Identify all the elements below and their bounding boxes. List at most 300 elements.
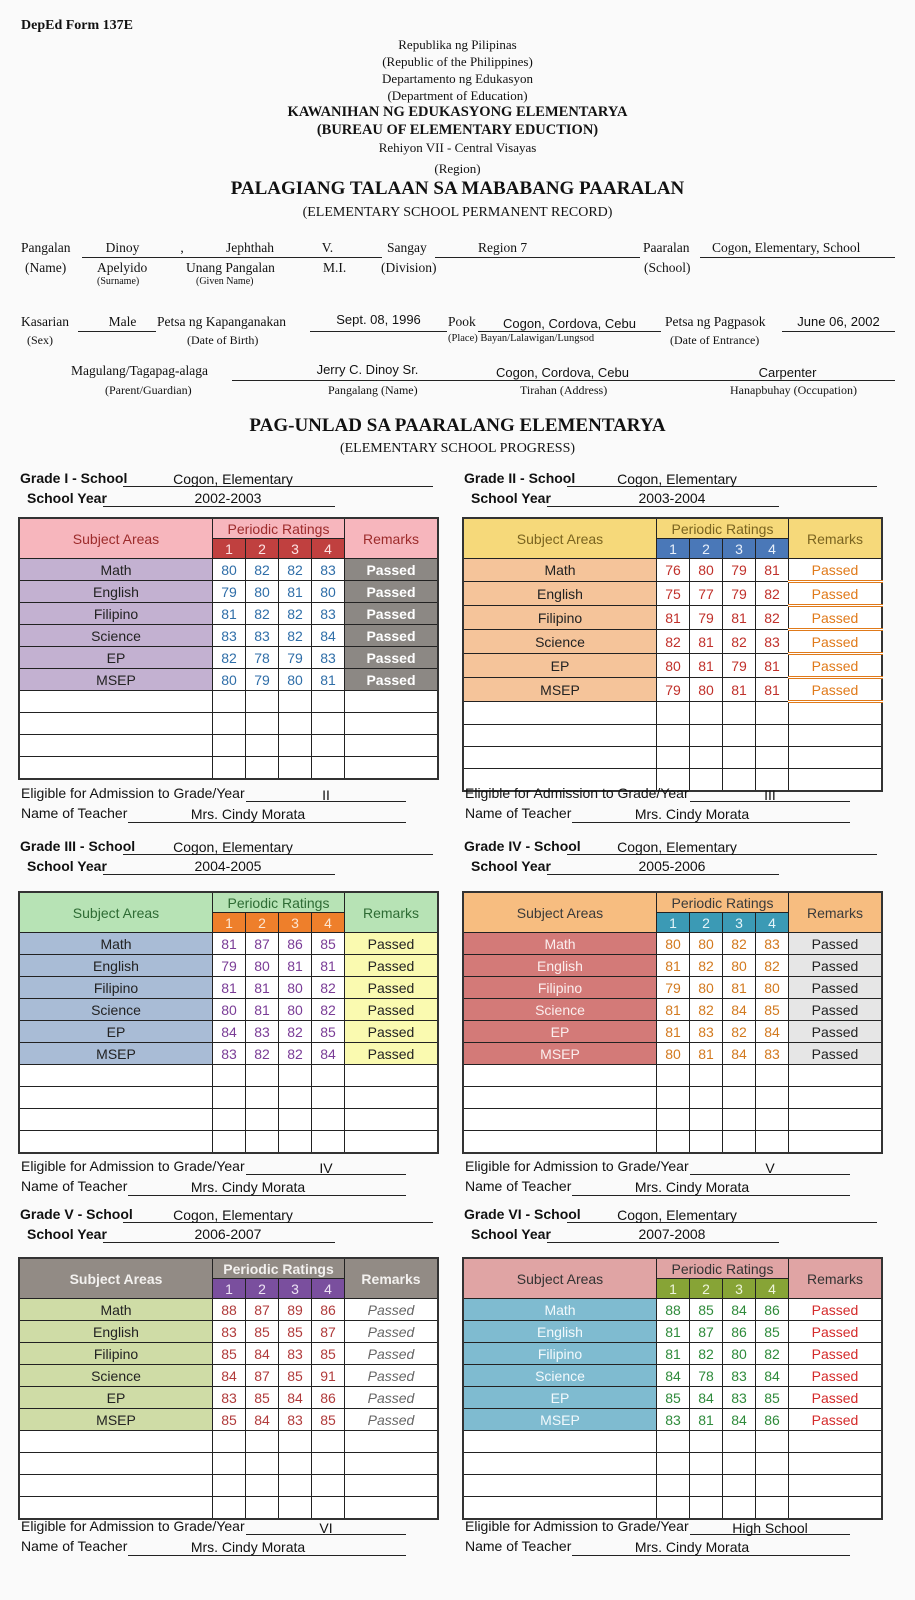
rating-cell: 87 bbox=[312, 1321, 345, 1343]
empty-cell bbox=[690, 1453, 723, 1475]
grades-table bbox=[18, 517, 439, 780]
empty-cell bbox=[657, 725, 690, 747]
empty-cell bbox=[463, 1453, 657, 1475]
periodic-ratings-header: Periodic Ratings bbox=[213, 1258, 345, 1279]
table-row bbox=[463, 1387, 882, 1409]
empty-cell bbox=[756, 1431, 789, 1453]
table-row bbox=[19, 955, 438, 977]
school-year-value: 2002-2003 bbox=[194, 490, 262, 506]
empty-cell bbox=[345, 1087, 439, 1109]
rating-cell: 78 bbox=[246, 647, 279, 669]
header-bureau: KAWANIHAN NG EDUKASYONG ELEMENTARYA bbox=[287, 104, 628, 120]
rating-cell: 81 bbox=[756, 654, 789, 678]
rating-cell: 80 bbox=[279, 999, 312, 1021]
empty-cell bbox=[690, 1131, 723, 1154]
empty-cell bbox=[657, 1431, 690, 1453]
rating-cell: 82 bbox=[756, 582, 789, 606]
subject-cell: Math bbox=[463, 559, 657, 582]
quarter-header-1: 1 bbox=[213, 913, 246, 933]
remark-cell: Passed bbox=[345, 1321, 439, 1343]
subject-areas-header: Subject Areas bbox=[19, 518, 213, 559]
empty-cell bbox=[246, 1497, 279, 1520]
surname-value: Dinoy bbox=[105, 240, 140, 255]
quarter-header-2: 2 bbox=[246, 539, 279, 559]
remark-cell: Passed bbox=[345, 1343, 439, 1365]
subject-cell: MSEP bbox=[463, 678, 657, 702]
rating-cell: 89 bbox=[279, 1299, 312, 1321]
table-row bbox=[463, 559, 882, 582]
school-year-label: School Year bbox=[27, 1226, 107, 1242]
empty-cell bbox=[756, 1497, 789, 1520]
rating-cell: 82 bbox=[246, 559, 279, 581]
empty-cell bbox=[723, 747, 756, 769]
empty-cell bbox=[279, 1453, 312, 1475]
rating-cell: 79 bbox=[213, 581, 246, 603]
subject-areas-header: Subject Areas bbox=[463, 518, 657, 559]
division-value: Region 7 bbox=[478, 240, 528, 255]
grade-school-value: Cogon, Elementary bbox=[617, 471, 737, 487]
empty-cell bbox=[312, 1065, 345, 1087]
rating-cell: 85 bbox=[213, 1409, 246, 1431]
empty-cell bbox=[312, 1453, 345, 1475]
empty-cell bbox=[279, 735, 312, 757]
empty-cell bbox=[723, 1475, 756, 1497]
rating-cell: 82 bbox=[723, 630, 756, 654]
rating-cell: 82 bbox=[279, 625, 312, 647]
rating-cell: 83 bbox=[213, 1387, 246, 1409]
empty-row bbox=[19, 1087, 438, 1109]
remark-cell: Passed bbox=[345, 1043, 439, 1065]
rating-cell: 86 bbox=[756, 1299, 789, 1321]
remark-cell: Passed bbox=[345, 647, 439, 669]
division-label: Sangay bbox=[387, 240, 427, 255]
rating-cell: 81 bbox=[279, 581, 312, 603]
empty-cell bbox=[463, 1131, 657, 1154]
rating-cell: 83 bbox=[279, 1343, 312, 1365]
table-row bbox=[19, 977, 438, 999]
empty-cell bbox=[19, 1109, 213, 1131]
remarks-header: Remarks bbox=[789, 518, 883, 559]
subject-cell: English bbox=[19, 955, 213, 977]
empty-cell bbox=[789, 1497, 883, 1520]
rating-cell: 75 bbox=[657, 582, 690, 606]
rating-cell: 85 bbox=[690, 1299, 723, 1321]
rating-cell: 85 bbox=[246, 1321, 279, 1343]
table-row bbox=[463, 933, 882, 955]
rating-cell: 84 bbox=[723, 1409, 756, 1431]
rating-cell: 82 bbox=[279, 1043, 312, 1065]
rating-cell: 83 bbox=[246, 1021, 279, 1043]
rating-cell: 81 bbox=[657, 606, 690, 630]
empty-row bbox=[19, 1453, 438, 1475]
quarter-header-2: 2 bbox=[690, 913, 723, 933]
table-row bbox=[463, 678, 882, 702]
rating-cell: 82 bbox=[279, 603, 312, 625]
remark-cell: Passed bbox=[789, 1321, 883, 1343]
table-row bbox=[463, 606, 882, 630]
empty-row bbox=[463, 747, 882, 769]
table-row bbox=[19, 603, 438, 625]
remark-cell: Passed bbox=[789, 1409, 883, 1431]
empty-cell bbox=[789, 1431, 883, 1453]
empty-cell bbox=[246, 1131, 279, 1154]
school-year-label: School Year bbox=[471, 858, 551, 874]
teacher-value: Mrs. Cindy Morata bbox=[190, 1179, 306, 1195]
place-value: Cogon, Cordova, Cebu bbox=[503, 316, 636, 331]
subject-cell: Math bbox=[19, 933, 213, 955]
empty-cell bbox=[789, 1109, 883, 1131]
subject-cell: English bbox=[463, 955, 657, 977]
empty-cell bbox=[756, 1475, 789, 1497]
entrance-value: June 06, 2002 bbox=[797, 314, 880, 329]
empty-cell bbox=[213, 757, 246, 780]
school-value: Cogon, Elementary, School bbox=[712, 240, 861, 255]
rating-cell: 83 bbox=[756, 630, 789, 654]
guardian-address-label: Tirahan (Address) bbox=[520, 383, 608, 397]
guardian-occupation-value: Carpenter bbox=[758, 365, 817, 380]
rating-cell: 80 bbox=[213, 999, 246, 1021]
empty-row bbox=[463, 1475, 882, 1497]
table-row bbox=[463, 1021, 882, 1043]
subject-cell: Math bbox=[19, 1299, 213, 1321]
empty-cell bbox=[19, 1065, 213, 1087]
rating-cell: 81 bbox=[657, 999, 690, 1021]
teacher-value: Mrs. Cindy Morata bbox=[634, 1539, 750, 1555]
rating-cell: 87 bbox=[690, 1321, 723, 1343]
remark-cell: Passed bbox=[789, 582, 883, 606]
guardian-address-value: Cogon, Cordova, Cebu bbox=[496, 365, 629, 380]
empty-cell bbox=[789, 1065, 883, 1087]
rating-cell: 79 bbox=[723, 559, 756, 582]
teacher-underline bbox=[572, 1195, 850, 1196]
empty-cell bbox=[279, 757, 312, 780]
surname-label-en: (Surname) bbox=[97, 276, 140, 287]
remark-cell: Passed bbox=[789, 1021, 883, 1043]
subject-cell: English bbox=[463, 1321, 657, 1343]
empty-cell bbox=[246, 735, 279, 757]
subject-cell: Math bbox=[463, 933, 657, 955]
empty-cell bbox=[213, 1497, 246, 1520]
rating-cell: 84 bbox=[756, 1365, 789, 1387]
header-bureau-en: (BUREAU OF ELEMENTARY EDUCTION) bbox=[316, 122, 599, 138]
empty-cell bbox=[756, 725, 789, 747]
quarter-header-4: 4 bbox=[756, 913, 789, 933]
empty-row bbox=[19, 735, 438, 757]
empty-cell bbox=[213, 1087, 246, 1109]
grade-school-value: Cogon, Elementary bbox=[173, 839, 293, 855]
empty-cell bbox=[312, 691, 345, 713]
empty-cell bbox=[279, 1497, 312, 1520]
empty-cell bbox=[789, 1087, 883, 1109]
empty-cell bbox=[345, 1109, 439, 1131]
empty-cell bbox=[246, 691, 279, 713]
rating-cell: 80 bbox=[657, 933, 690, 955]
grade-school-value: Cogon, Elementary bbox=[617, 839, 737, 855]
empty-cell bbox=[312, 1431, 345, 1453]
empty-cell bbox=[789, 747, 883, 769]
subject-cell: Science bbox=[19, 625, 213, 647]
subject-cell: EP bbox=[19, 1387, 213, 1409]
eligible-label: Eligible for Admission to Grade/Year bbox=[21, 785, 245, 801]
remark-cell: Passed bbox=[345, 559, 439, 581]
remark-cell: Passed bbox=[789, 1387, 883, 1409]
rating-cell: 80 bbox=[690, 933, 723, 955]
rating-cell: 83 bbox=[213, 1043, 246, 1065]
rating-cell: 81 bbox=[690, 1409, 723, 1431]
quarter-header-3: 3 bbox=[279, 539, 312, 559]
place-label-en: (Place) Bayan/Lalawigan/Lungsod bbox=[448, 333, 595, 344]
empty-cell bbox=[463, 1087, 657, 1109]
remark-cell: Passed bbox=[345, 1409, 439, 1431]
entrance-underline bbox=[782, 331, 895, 332]
quarter-header-4: 4 bbox=[312, 1279, 345, 1299]
empty-cell bbox=[756, 1109, 789, 1131]
empty-cell bbox=[657, 1131, 690, 1154]
empty-cell bbox=[657, 1475, 690, 1497]
remarks-header: Remarks bbox=[345, 518, 439, 559]
sex-label-en: (Sex) bbox=[27, 333, 53, 347]
school-year-value: 2006-2007 bbox=[194, 1226, 262, 1242]
empty-cell bbox=[723, 1065, 756, 1087]
empty-cell bbox=[723, 1431, 756, 1453]
rating-cell: 82 bbox=[312, 999, 345, 1021]
eligible-value: IV bbox=[319, 1160, 333, 1176]
rating-cell: 85 bbox=[657, 1387, 690, 1409]
subject-cell: Science bbox=[463, 630, 657, 654]
teacher-label: Name of Teacher bbox=[465, 805, 572, 821]
remark-cell: Passed bbox=[789, 933, 883, 955]
rating-cell: 81 bbox=[246, 977, 279, 999]
empty-cell bbox=[312, 1087, 345, 1109]
teacher-underline bbox=[128, 1195, 406, 1196]
dob-label-en: (Date of Birth) bbox=[187, 333, 259, 347]
subject-cell: Filipino bbox=[19, 1343, 213, 1365]
empty-cell bbox=[756, 1131, 789, 1154]
empty-cell bbox=[690, 1431, 723, 1453]
eligible-label: Eligible for Admission to Grade/Year bbox=[465, 1518, 689, 1534]
rating-cell: 87 bbox=[246, 1365, 279, 1387]
school-year-underline bbox=[103, 1242, 335, 1243]
empty-row bbox=[19, 1475, 438, 1497]
empty-cell bbox=[690, 1497, 723, 1520]
empty-cell bbox=[723, 1109, 756, 1131]
empty-cell bbox=[723, 725, 756, 747]
header-region: Rehiyon VII - Central Visayas bbox=[378, 140, 537, 155]
sex-value: Male bbox=[108, 314, 137, 329]
teacher-underline bbox=[128, 1555, 406, 1556]
rating-cell: 84 bbox=[312, 1043, 345, 1065]
empty-cell bbox=[279, 1431, 312, 1453]
rating-cell: 81 bbox=[723, 606, 756, 630]
teacher-underline bbox=[572, 1555, 850, 1556]
rating-cell: 83 bbox=[312, 559, 345, 581]
guardian-label-en: (Parent/Guardian) bbox=[105, 383, 192, 397]
rating-cell: 80 bbox=[690, 977, 723, 999]
rating-cell: 83 bbox=[723, 1365, 756, 1387]
empty-cell bbox=[19, 1453, 213, 1475]
grade-school-label: Grade II - School bbox=[464, 470, 576, 486]
rating-cell: 83 bbox=[690, 1021, 723, 1043]
grades-table bbox=[18, 891, 439, 1154]
empty-cell bbox=[213, 1431, 246, 1453]
empty-cell bbox=[463, 747, 657, 769]
rating-cell: 81 bbox=[690, 630, 723, 654]
table-row bbox=[463, 630, 882, 654]
empty-cell bbox=[657, 1497, 690, 1520]
teacher-value: Mrs. Cindy Morata bbox=[190, 806, 306, 822]
remark-cell: Passed bbox=[789, 1043, 883, 1065]
rating-cell: 81 bbox=[690, 654, 723, 678]
empty-cell bbox=[312, 735, 345, 757]
name-comma: , bbox=[180, 240, 184, 255]
remark-cell: Passed bbox=[345, 1387, 439, 1409]
teacher-underline bbox=[128, 822, 406, 823]
remarks-header: Remarks bbox=[789, 1258, 883, 1299]
periodic-ratings-header: Periodic Ratings bbox=[657, 518, 789, 539]
quarter-header-1: 1 bbox=[657, 913, 690, 933]
remark-cell: Passed bbox=[345, 625, 439, 647]
empty-cell bbox=[789, 1475, 883, 1497]
rating-cell: 79 bbox=[246, 669, 279, 691]
school-year-label: School Year bbox=[471, 490, 551, 506]
table-row bbox=[463, 582, 882, 606]
subject-cell: English bbox=[19, 1321, 213, 1343]
rating-cell: 91 bbox=[312, 1365, 345, 1387]
school-year-value: 2003-2004 bbox=[638, 490, 706, 506]
rating-cell: 82 bbox=[246, 1043, 279, 1065]
empty-cell bbox=[345, 1065, 439, 1087]
remark-cell: Passed bbox=[345, 603, 439, 625]
empty-cell bbox=[690, 702, 723, 725]
rating-cell: 86 bbox=[312, 1299, 345, 1321]
eligible-label: Eligible for Admission to Grade/Year bbox=[21, 1518, 245, 1534]
rating-cell: 79 bbox=[723, 582, 756, 606]
dob-value: Sept. 08, 1996 bbox=[336, 312, 421, 327]
quarter-header-2: 2 bbox=[246, 913, 279, 933]
empty-cell bbox=[19, 1497, 213, 1520]
empty-cell bbox=[690, 1109, 723, 1131]
table-row bbox=[19, 1021, 438, 1043]
rating-cell: 86 bbox=[312, 1387, 345, 1409]
rating-cell: 77 bbox=[690, 582, 723, 606]
division-label-en: (Division) bbox=[381, 260, 437, 275]
table-row bbox=[19, 1387, 438, 1409]
given-name-label: Unang Pangalan bbox=[186, 260, 275, 275]
rating-cell: 81 bbox=[213, 933, 246, 955]
empty-cell bbox=[723, 1087, 756, 1109]
rating-cell: 81 bbox=[213, 603, 246, 625]
rating-cell: 82 bbox=[312, 977, 345, 999]
empty-cell bbox=[463, 1475, 657, 1497]
given-name-value: Jephthah bbox=[226, 240, 274, 255]
rating-cell: 85 bbox=[756, 1387, 789, 1409]
rating-cell: 84 bbox=[657, 1365, 690, 1387]
grade-school-label: Grade IV - School bbox=[464, 838, 581, 854]
empty-cell bbox=[213, 1475, 246, 1497]
rating-cell: 83 bbox=[756, 933, 789, 955]
empty-cell bbox=[345, 1431, 439, 1453]
remark-cell: Passed bbox=[345, 955, 439, 977]
empty-cell bbox=[19, 1131, 213, 1154]
rating-cell: 84 bbox=[279, 1387, 312, 1409]
rating-cell: 81 bbox=[756, 678, 789, 702]
rating-cell: 88 bbox=[657, 1299, 690, 1321]
table-row bbox=[19, 1321, 438, 1343]
empty-row bbox=[19, 757, 438, 780]
rating-cell: 79 bbox=[690, 606, 723, 630]
grade-school-value: Cogon, Elementary bbox=[617, 1207, 737, 1223]
remark-cell: Passed bbox=[789, 678, 883, 702]
quarter-header-1: 1 bbox=[213, 1279, 246, 1299]
school-year-underline bbox=[547, 1242, 779, 1243]
empty-cell bbox=[657, 1087, 690, 1109]
empty-cell bbox=[657, 1109, 690, 1131]
rating-cell: 82 bbox=[723, 1021, 756, 1043]
table-row bbox=[19, 559, 438, 581]
rating-cell: 81 bbox=[657, 1343, 690, 1365]
rating-cell: 81 bbox=[756, 559, 789, 582]
rating-cell: 80 bbox=[312, 581, 345, 603]
entrance-label: Petsa ng Pagpasok bbox=[665, 314, 766, 329]
empty-cell bbox=[19, 757, 213, 780]
empty-cell bbox=[345, 757, 439, 780]
grade-school-value: Cogon, Elementary bbox=[173, 1207, 293, 1223]
subject-cell: Filipino bbox=[19, 977, 213, 999]
school-label: Paaralan bbox=[643, 240, 690, 255]
teacher-underline bbox=[572, 822, 850, 823]
quarter-header-4: 4 bbox=[756, 1279, 789, 1299]
empty-cell bbox=[246, 1453, 279, 1475]
empty-cell bbox=[19, 691, 213, 713]
rating-cell: 82 bbox=[690, 999, 723, 1021]
rating-cell: 80 bbox=[690, 559, 723, 582]
division-underline bbox=[435, 257, 640, 258]
rating-cell: 83 bbox=[723, 1387, 756, 1409]
grade-school-label: Grade III - School bbox=[20, 838, 136, 854]
quarter-header-2: 2 bbox=[246, 1279, 279, 1299]
rating-cell: 80 bbox=[723, 955, 756, 977]
quarter-header-2: 2 bbox=[690, 539, 723, 559]
subject-cell: EP bbox=[19, 1021, 213, 1043]
eligible-value: V bbox=[765, 1160, 775, 1176]
eligible-value: High School bbox=[732, 1520, 808, 1536]
remarks-header: Remarks bbox=[345, 892, 439, 933]
empty-cell bbox=[19, 1431, 213, 1453]
rating-cell: 85 bbox=[279, 1365, 312, 1387]
rating-cell: 81 bbox=[657, 1321, 690, 1343]
guardian-label: Magulang/Tagapag-alaga bbox=[71, 363, 208, 378]
rating-cell: 82 bbox=[756, 1343, 789, 1365]
progress-subtitle: (ELEMENTARY SCHOOL PROGRESS) bbox=[339, 441, 576, 456]
empty-cell bbox=[19, 735, 213, 757]
rating-cell: 83 bbox=[213, 1321, 246, 1343]
school-year-underline bbox=[547, 874, 779, 875]
remark-cell: Passed bbox=[789, 999, 883, 1021]
subject-cell: Filipino bbox=[463, 977, 657, 999]
rating-cell: 83 bbox=[312, 603, 345, 625]
remark-cell: Passed bbox=[345, 933, 439, 955]
table-row bbox=[19, 669, 438, 691]
empty-row bbox=[19, 713, 438, 735]
remark-cell: Passed bbox=[789, 1343, 883, 1365]
remark-cell: Passed bbox=[789, 559, 883, 582]
rating-cell: 81 bbox=[312, 955, 345, 977]
rating-cell: 82 bbox=[279, 559, 312, 581]
subject-cell: MSEP bbox=[19, 1409, 213, 1431]
eligible-value: III bbox=[764, 787, 776, 803]
remark-cell: Passed bbox=[789, 654, 883, 678]
empty-cell bbox=[312, 1475, 345, 1497]
